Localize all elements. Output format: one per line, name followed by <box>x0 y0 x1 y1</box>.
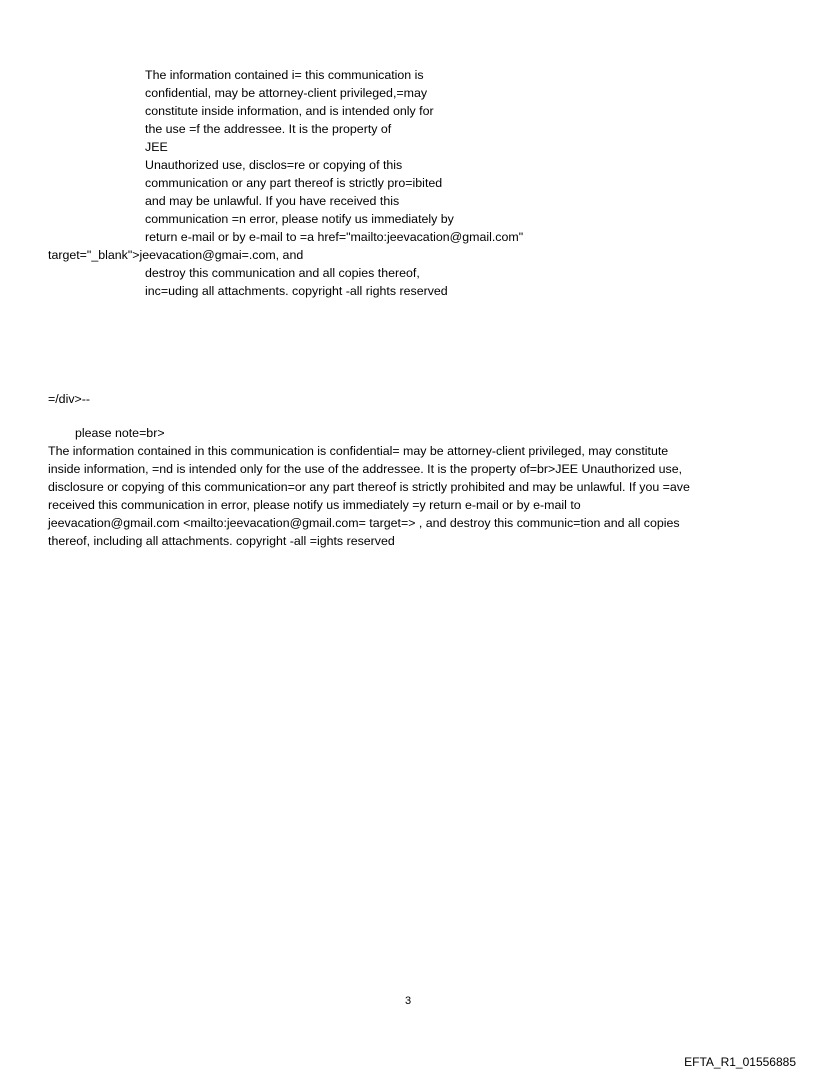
disclaimer-line: constitute inside information, and is intended only for <box>145 104 434 118</box>
page-number: 3 <box>404 995 412 1007</box>
disclaimer-line: JEE <box>145 140 168 154</box>
paragraph-line: jeevacation@gmail.com <mailto:jeevacation@gmail.com= target=> , and destroy this communic=tion and all copies <box>48 516 680 530</box>
document-id: EFTA_R1_01556885 <box>684 1055 796 1069</box>
disclaimer-line: inc=uding all attachments. copyright -all rights reserved <box>145 284 448 298</box>
paragraph-line: received this communication in error, please notify us immediately =y return e-mail or by e-mail to <box>48 498 581 512</box>
paragraph-line: The information contained in this communication is confidential= may be attorney-client privileged, may constitute <box>48 444 669 458</box>
disclaimer-line: target="_blank">jeevacation@gmai=.com, and <box>48 248 304 262</box>
disclaimer-line: the use =f the addressee. It is the property of <box>145 122 392 136</box>
disclaimer-line: communication =n error, please notify us immediately by <box>145 212 454 226</box>
disclaimer-line: and may be unlawful. If you have received this <box>145 194 400 208</box>
disclaimer-block <box>48 66 608 300</box>
confidentiality-paragraph <box>48 442 776 550</box>
disclaimer-line: destroy this communication and all copies thereof, <box>145 266 420 280</box>
div-close-markup: =/div>-- <box>48 392 91 406</box>
disclaimer-line: communication or any part thereof is strictly pro=ibited <box>145 176 443 190</box>
please-note-label: please note=br> <box>75 426 165 440</box>
paragraph-line: disclosure or copying of this communication=or any part thereof is strictly prohibited and may be unlawful. If you =ave <box>48 480 690 494</box>
disclaimer-line: confidential, may be attorney-client privileged,=may <box>145 86 428 100</box>
disclaimer-line: The information contained i= this communication is <box>145 68 424 82</box>
paragraph-line: inside information, =nd is intended only for the use of the addressee. It is the property of=br>JEE Unauthorized use, <box>48 462 683 476</box>
paragraph-line: thereof, including all attachments. copyright -all =ights reserved <box>48 534 395 548</box>
disclaimer-line: return e-mail or by e-mail to =a href="mailto:jeevacation@gmail.com" <box>145 230 524 244</box>
disclaimer-line: Unauthorized use, disclos=re or copying of this <box>145 158 403 172</box>
